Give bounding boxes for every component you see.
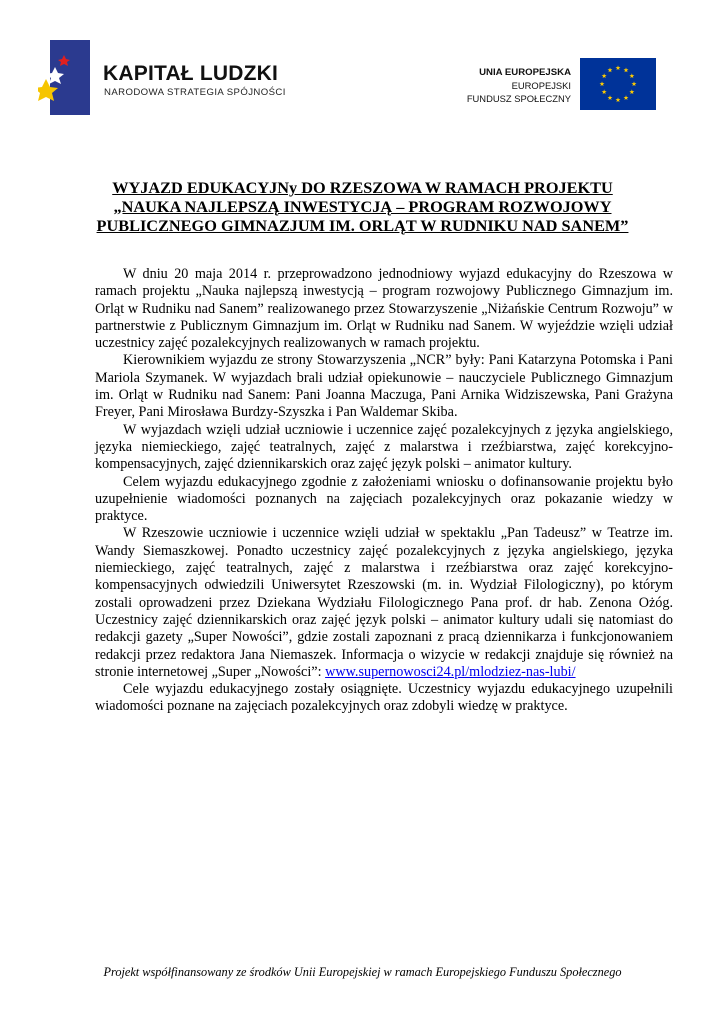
document-title-line3: PUBLICZNEGO GIMNAZJUM IM. ORLĄT W RUDNIKU NAD SANEM” [96, 216, 629, 235]
page-header [0, 0, 725, 130]
document-body [95, 266, 673, 716]
eu-fund-line3: FUNDUSZ SPOŁECZNY [466, 93, 571, 104]
eu-fund-line2: EUROPEJSKI [511, 80, 571, 91]
paragraph-6: Cele wyjazdu edukacyjnego zostały osiągnięte. Uczestnicy wyjazdu edukacyjnego uzupełnili wiadomości poznane na zajęciach pozalekcyjnych oraz zdobyli wiedzę w praktyce. [95, 681, 673, 715]
paragraph-2: Kierownikiem wyjazdu ze strony Stowarzyszenia „NCR” były: Pani Katarzyna Potomska i Pani Mariola Szymanek. W wyjazdach brali udział opiekunowie – nauczyciele Publicznego Gimnazjum im. Orląt w Rudniku nad Sanem: Pani Joanna Maczuga, Pani Arnika Widziszewska, Pani Grażyna Freyer, Pani Mirosława Burdzy-Szyszka i Pan Waldemar Skiba. [95, 352, 673, 421]
kapital-ludzki-stars-icon [38, 40, 90, 115]
paragraph-3: W wyjazdach wzięli udział uczniowie i uczennice zajęć pozalekcyjnych z języka angielskiego, języka niemieckiego, zajęć teatralnych, zajęć z malarstwa i rzeźbiarstwa, zajęć korekcyjno-kompensacyjnych, zajęć dziennikarskich oraz zajęć język polski – animator kultury. [95, 421, 673, 473]
document-title-line2: „NAUKA NAJLEPSZĄ INWESTYCJĄ – PROGRAM ROZWOJOWY [113, 197, 612, 216]
eu-flag-icon [580, 58, 656, 110]
document-title-line1: WYJAZD EDUKACYJNy DO RZESZOWA W RAMACH PROJEKTU [112, 178, 613, 197]
eu-fund-label [467, 66, 571, 105]
kapital-ludzki-subtitle: NARODOWA STRATEGIA SPÓJNOŚCI [104, 87, 286, 98]
kapital-ludzki-title: KAPITAŁ LUDZKI [103, 62, 279, 85]
paragraph-4: Celem wyjazdu edukacyjnego zgodnie z założeniami wniosku o dofinansowanie projektu było uzupełnienie wiadomości poznanych na zajęciach pozalekcyjnych oraz pokazanie wiedzy w praktyce. [95, 473, 673, 525]
paragraph-1: W dniu 20 maja 2014 r. przeprowadzono jednodniowy wyjazd edukacyjny do Rzeszowa w ramach projektu „Nauka najlepszą inwestycją – program rozwojowy Publicznego Gimnazjum im. Orląt w Rudniku nad Sanem” realizowanego przez Stowarzyszenie „Niżańskie Centrum Rozwoju” w partnerstwie z Publicznym Gimnazjum im. Orląt w Rudniku nad Sanem. W wyjeździe wzięli udział uczestnicy zajęć pozalekcyjnych realizowanych w ramach projektu. [95, 266, 673, 352]
paragraph-5 [95, 525, 673, 681]
supernowosci-link[interactable]: www.supernowosci24.pl/mlodziez-nas-lubi/ [325, 663, 576, 680]
eu-union-label: UNIA EUROPEJSKA [479, 67, 571, 78]
paragraph-5-text: W Rzeszowie uczniowie i uczennice wzięli udział w spektaklu „Pan Tadeusz” w Teatrze im. Wandy Siemaszkowej. Ponadto uczestnicy zajęć pozalekcyjnych z języka angielskiego, języka niemieckiego, zajęć teatralnych, zajęć z malarstwa i rzeźbiarstwa oraz zajęć korekcyjno-kompensacyjnych odwiedzili Uniwersytet Rzeszowski (m. in. Wydział Filologiczny), po którym zostali oprowadzeni przez Dziekana Wydziału Filologicznego Pana prof. dr hab. Zenona Ożóg. Uczestnicy zajęć dziennikarskich oraz zajęć język polski – animator kultury udali się natomiast do redakcji gazety „Super Nowości”, gdzie zostali zapoznani z pracą dziennikarza i funkcjonowaniem redakcji przez redaktora Jana Niemaszek. Informacja o wizycie w redakcji znajduje się również na stronie internetowej „Super „Nowości”: [95, 525, 673, 680]
document-title [60, 178, 665, 235]
page-footer: Projekt współfinansowany ze środków Unii Europejskiej w ramach Europejskiego Funduszu Społecznego [103, 965, 622, 979]
